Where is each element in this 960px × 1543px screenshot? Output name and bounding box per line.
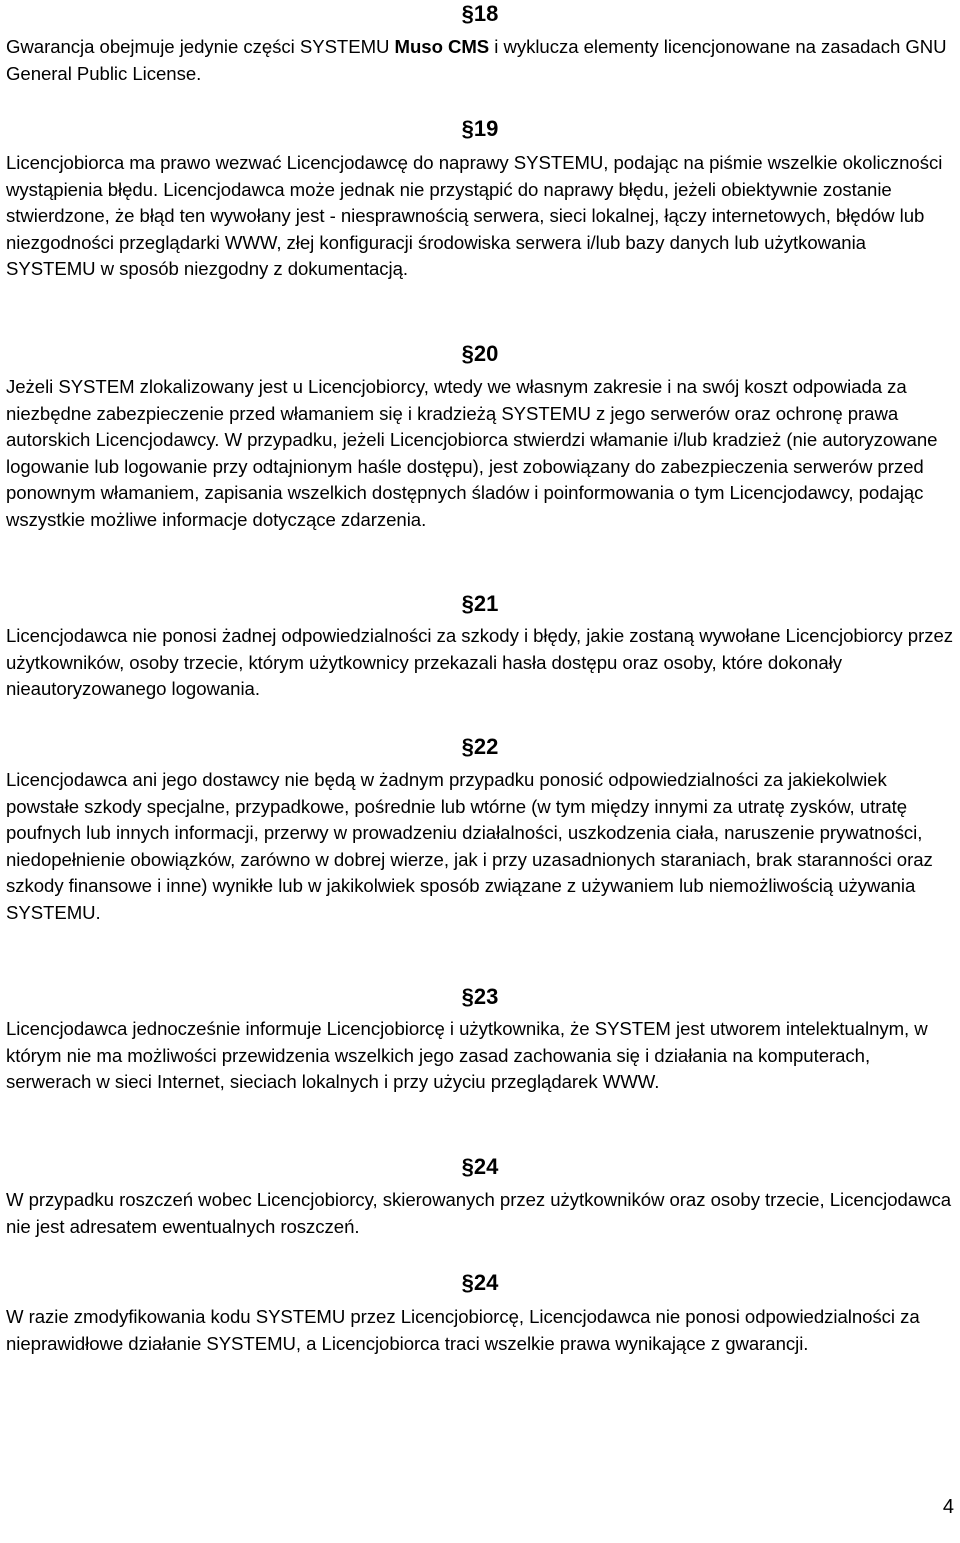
section-paragraph-24-second: W razie zmodyfikowania kodu SYSTEMU przez Licencjobiorcę, Licencjodawca nie ponosi odpowiedzialności za nieprawidłowe działanie SYSTEMU, a Licencjobiorca traci wszelkie prawa wynikające z gwarancji. [6,1306,920,1354]
section-heading-18: §18 [461,1,499,26]
section-heading-20: §20 [461,341,499,366]
page-number: 4 [942,1496,954,1518]
section-paragraph-22: Licencjodawca ani jego dostawcy nie będą w żadnym przypadku ponosić odpowiedzialności za jakiekolwiek powstałe szkody specjalne, przypadkowe, pośrednie lub wtórne (w tym między innymi za utratę zysków, utratę poufnych lub innych informacji, przerwy w prowadzeniu działalności, uszkodzenia ciała, naruszenie prywatności, niedopełnienie obowiązków, zarówno w dobrej wierze, jak i przy uzasadnionych staraniach, brak staranności oraz szkody finansowe i inne) wynikłe lub w jakikolwiek sposób związane z używaniem lub niemożliwością używania SYSTEMU. [6,769,933,923]
section-heading-19: §19 [461,116,499,141]
paragraph-text-end: i wyklucza elementy licencjonowane na zasadach GNU General Public License. [6,36,947,84]
section-paragraph-19: Licencjobiorca ma prawo wezwać Licencjodawcę do naprawy SYSTEMU, podając na piśmie wszelkie okoliczności wystąpienia błędu. Licencjodawca może jednak nie przystąpić do naprawy błędu, jeżeli obiektywnie zostanie stwierdzone, że błąd ten wywołany jest - niesprawnością serwera, sieci lokalnej, łączy internetowych, błędów lub niezgodności przeglądarki WWW, złej konfiguracji środowiska serwera i/lub bazy danych lub użytkowania SYSTEMU w sposób niezgodny z dokumentacją. [6,152,943,280]
section-heading-22: §22 [461,734,499,759]
product-name: Muso CMS [394,36,490,57]
section-heading-24-second: §24 [461,1270,499,1295]
paragraph-text-start: Gwarancja obejmuje jedynie części SYSTEMU [6,36,395,57]
section-heading-21: §21 [461,591,499,616]
section-heading-23: §23 [461,984,499,1009]
section-heading-24: §24 [461,1154,499,1179]
section-paragraph-21: Licencjodawca nie ponosi żadnej odpowiedzialności za szkody i błędy, jakie zostaną wywołane Licencjobiorcy przez użytkowników, osoby trzecie, którym użytkownicy przekazali hasła dostępu oraz osoby, które dokonały nieautoryzowanego logowania. [6,625,954,700]
section-paragraph-24: W przypadku roszczeń wobec Licencjobiorcy, skierowanych przez użytkowników oraz osoby trzecie, Licencjodawca nie jest adresatem ewentualnych roszczeń. [6,1189,952,1237]
section-paragraph-18 [6,34,954,87]
section-paragraph-20: Jeżeli SYSTEM zlokalizowany jest u Licencjobiorcy, wtedy we własnym zakresie i na swój koszt odpowiada za niezbędne zabezpieczenie przed włamaniem się i kradzieżą SYSTEMU z jego serwerów oraz ochronę prawa autorskich Licencjodawcy. W przypadku, jeżeli Licencjobiorca stwierdzi włamanie i/lub kradzież (nie autoryzowane logowanie lub logowanie przy odtajnionym haśle dostępu), jest zobowiązany do zabezpieczenia serwerów przed ponownym włamaniem, zapisania wszelkich dostępnych śladów i poinformowania o tym Licencjodawcy, podając wszystkie możliwe informacje dotyczące zdarzenia. [6,376,938,530]
section-paragraph-23: Licencjodawca jednocześnie informuje Licencjobiorcę i użytkownika, że SYSTEM jest utworem intelektualnym, w którym nie ma możliwości przewidzenia wszelkich jego zasad zachowania się i działania na komputerach, serwerach w sieci Internet, sieciach lokalnych i przy użyciu przeglądarek WWW. [6,1018,928,1093]
